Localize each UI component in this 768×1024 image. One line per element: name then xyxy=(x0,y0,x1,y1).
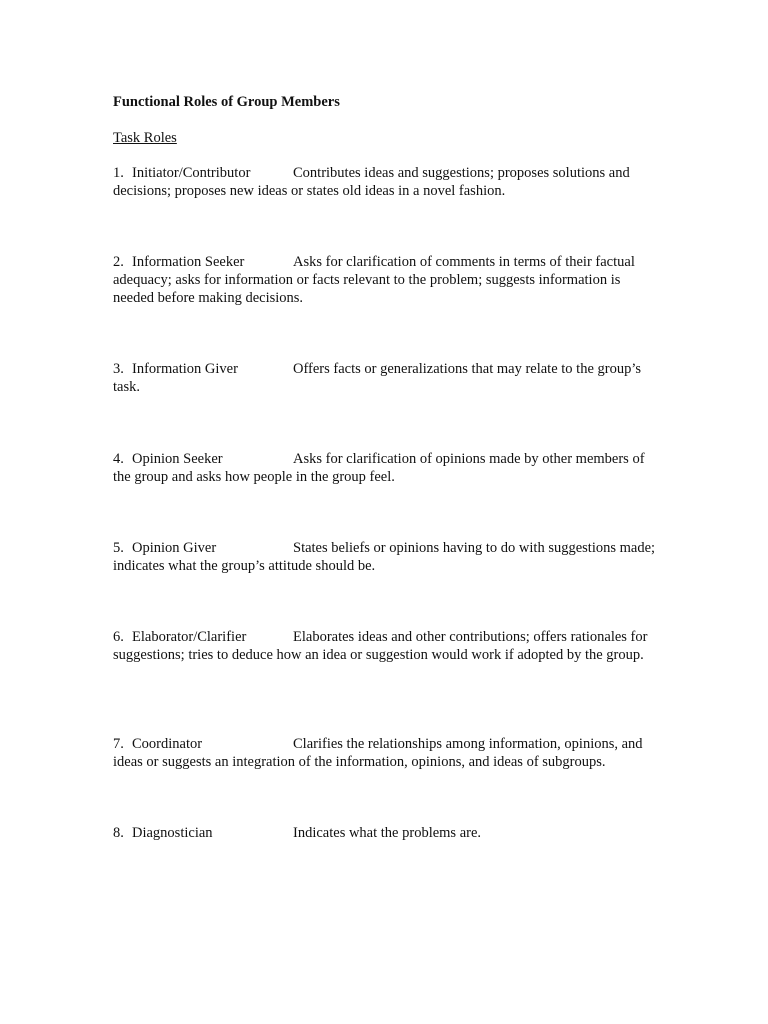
role-entry xyxy=(113,539,658,575)
role-number: 3. xyxy=(113,361,124,377)
role-name: Information Giver xyxy=(132,361,238,377)
role-number: 6. xyxy=(113,629,124,645)
role-label xyxy=(113,824,293,842)
role-number: 4. xyxy=(113,451,124,467)
role-description: Clarifies the relationships among information, opinions, and ideas or suggests an integration of the information, opinions, and ideas of subgroups. xyxy=(113,736,643,771)
role-number: 1. xyxy=(113,165,124,181)
role-entry xyxy=(113,360,658,396)
role-entry xyxy=(113,735,658,771)
section-heading: Task Roles xyxy=(113,130,177,146)
role-description: Asks for clarification of opinions made by other members of the group and asks how people in the group feel. xyxy=(113,451,645,486)
role-label xyxy=(113,164,293,182)
role-number: 8. xyxy=(113,825,124,841)
role-description: Contributes ideas and suggestions; proposes solutions and decisions; proposes new ideas or states old ideas in a novel fashion. xyxy=(113,165,630,200)
role-description: Indicates what the problems are. xyxy=(293,825,482,841)
role-entry xyxy=(113,164,658,200)
role-name: Elaborator/Clarifier xyxy=(132,629,247,645)
role-entry xyxy=(113,253,658,308)
role-label xyxy=(113,735,293,753)
role-name: Initiator/Contributor xyxy=(132,165,251,181)
role-label xyxy=(113,628,293,646)
role-name: Opinion Seeker xyxy=(132,451,223,467)
role-number: 7. xyxy=(113,736,124,752)
role-name: Diagnostician xyxy=(132,825,213,841)
role-description: States beliefs or opinions having to do with suggestions made; indicates what the group’s attitude should be. xyxy=(113,540,656,575)
role-label xyxy=(113,539,293,557)
role-label xyxy=(113,450,293,468)
role-number: 2. xyxy=(113,254,124,270)
role-number: 5. xyxy=(113,540,124,556)
role-label xyxy=(113,253,293,271)
role-name: Information Seeker xyxy=(132,254,245,270)
role-description: Asks for clarification of comments in terms of their factual adequacy; asks for information or facts relevant to the problem; suggests information is needed before making decisions. xyxy=(113,254,635,307)
role-label xyxy=(113,360,293,378)
document-title: Functional Roles of Group Members xyxy=(113,94,340,110)
role-entry xyxy=(113,450,658,486)
role-name: Opinion Giver xyxy=(132,540,217,556)
role-description: Elaborates ideas and other contributions; offers rationales for suggestions; tries to deduce how an idea or suggestion would work if adopted by the group. xyxy=(113,629,648,664)
role-entry xyxy=(113,628,658,664)
role-description: Offers facts or generalizations that may relate to the group’s task. xyxy=(113,361,642,396)
role-name: Coordinator xyxy=(132,736,203,752)
role-entry xyxy=(113,824,658,842)
